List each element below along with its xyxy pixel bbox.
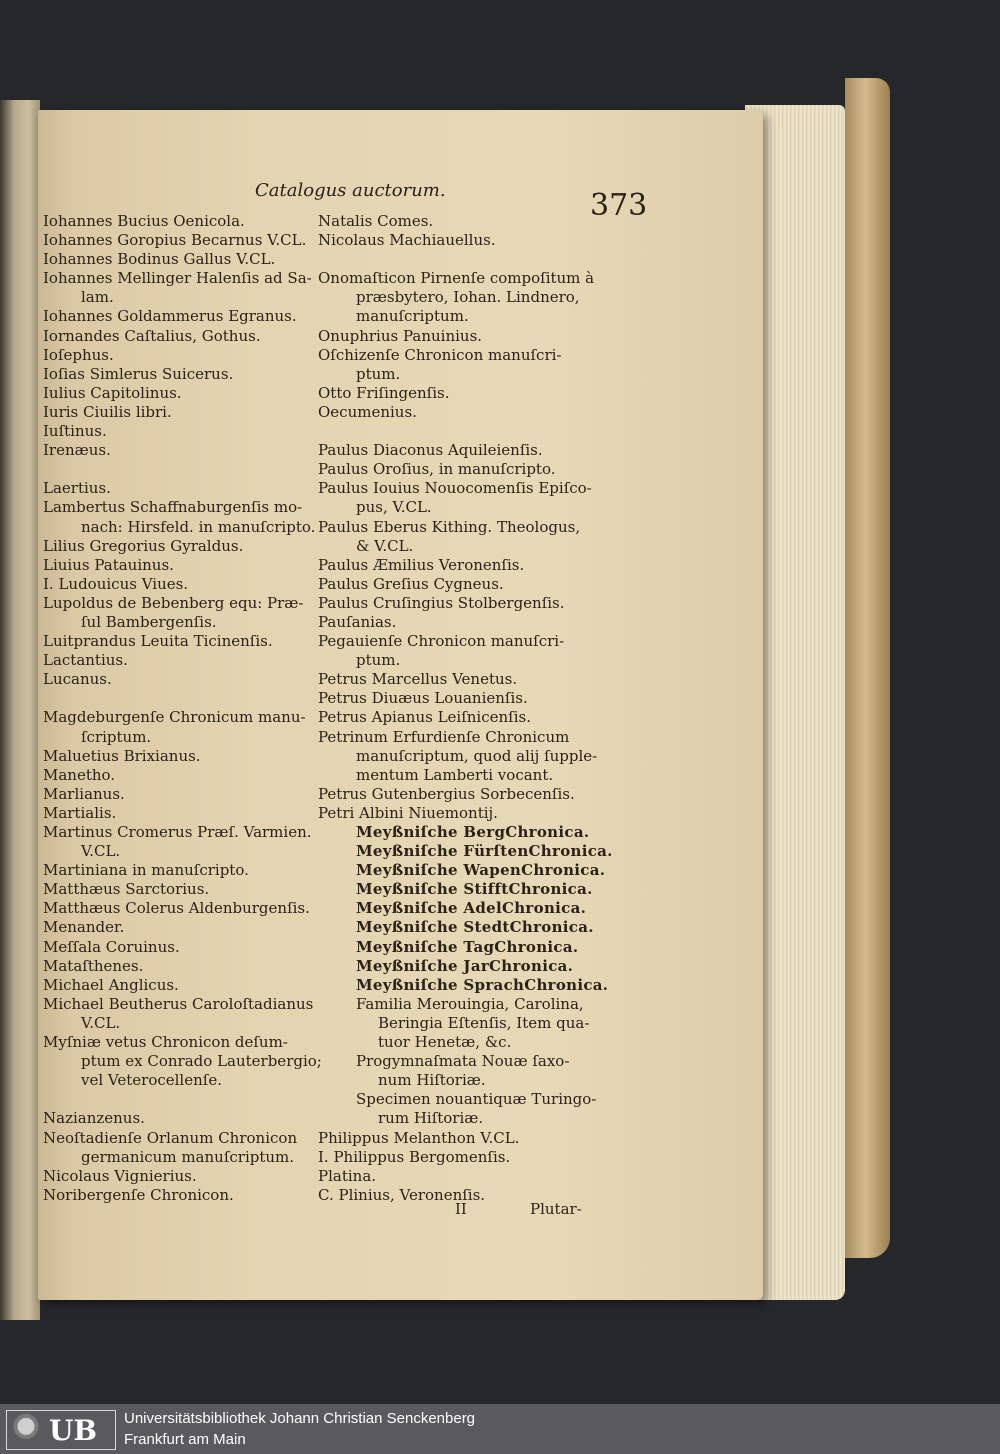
- catalog-entry: Petrus Apianus Leiſnicenſis.: [318, 708, 531, 727]
- catalog-entry: Meyßniſche StedtChronica.: [356, 918, 594, 937]
- catalog-entry: Martiniana in manuſcripto.: [43, 861, 249, 880]
- section-gap: [43, 689, 315, 708]
- catalog-entry: Neoſtadienſe Orlanum Chronicon: [43, 1128, 298, 1147]
- catalog-entry: Oecumenius.: [318, 402, 417, 421]
- catalog-entry: Petrus Marcellus Venetus.: [318, 670, 518, 689]
- section-gap: [318, 250, 598, 269]
- catalog-entry: Luitprandus Leuita Ticinenſis.: [43, 632, 273, 651]
- catalog-entry: ptum.: [356, 651, 401, 670]
- catalog-entry: Irenæus.: [43, 441, 111, 460]
- library-name-line2: Frankfurt am Main: [124, 1431, 246, 1448]
- catalog-entry: Natalis Comes.: [318, 212, 434, 230]
- catalog-entry: Martinus Cromerus Præſ. Varmien.: [43, 823, 312, 841]
- catalog-entry: Iohannes Goldammerus Egranus.: [43, 307, 297, 326]
- catalog-entry: pus, V.CL.: [356, 498, 432, 517]
- catalog-entry: Paulus Greſius Cygneus.: [318, 574, 504, 593]
- catalog-entry: I. Philippus Bergomenſis.: [318, 1147, 511, 1166]
- catalog-entry: V.CL.: [81, 1013, 121, 1032]
- library-banner: [0, 1404, 1000, 1454]
- catalog-entry: Lucanus.: [43, 670, 112, 689]
- catalog-entry: Progymnaſmata Nouæ ſaxo-: [356, 1052, 570, 1071]
- catalog-entry: Iornandes Caſtalius, Gothus.: [43, 326, 261, 345]
- portrait-icon: [9, 1412, 43, 1448]
- catalog-entry: Nicolaus Machiauellus.: [318, 231, 496, 250]
- catalog-entry: Meyßniſche FürſtenChronica.: [356, 842, 613, 861]
- library-name-line1: Universitätsbibliothek Johann Christian Senckenberg: [124, 1410, 476, 1427]
- library-name: [124, 1408, 475, 1450]
- catalog-entry: Meyßniſche SprachChronica.: [356, 975, 609, 994]
- catalog-entry: Paulus Iouius Nouocomenſis Epiſco-: [318, 479, 592, 498]
- catalog-entry: Marlianus.: [43, 784, 125, 803]
- catalog-entry: V.CL.: [81, 842, 121, 861]
- catalog-entry: Paulus Oroſius, in manuſcripto.: [318, 460, 556, 479]
- catalog-entry: rum Hiſtoriæ.: [378, 1109, 484, 1128]
- catalog-entry: mentum Lamberti vocant.: [356, 765, 554, 784]
- catalog-entry: num Hiſtoriæ.: [378, 1071, 486, 1090]
- catalog-entry: Nicolaus Vignierius.: [43, 1166, 197, 1185]
- section-gap: [43, 1090, 315, 1109]
- catalog-entry: Iohannes Bucius Oenicola.: [43, 212, 245, 230]
- catalog-entry: C. Plinius, Veronenſis.: [318, 1185, 486, 1204]
- catalog-entry: Iuſtinus.: [43, 422, 107, 441]
- catalog-entry: I. Ludouicus Viues.: [43, 574, 189, 593]
- catalog-entry: Pauſanias.: [318, 612, 397, 631]
- catalog-entry: Petri Albini Niuemontij.: [318, 803, 498, 822]
- catalog-entry: Onuphrius Panuinius.: [318, 326, 483, 345]
- catalog-entry: Meyßniſche AdelChronica.: [356, 899, 587, 918]
- catalog-entry: Myſniæ vetus Chronicon deſum-: [43, 1033, 288, 1052]
- running-title: Catalogus auctorum.: [255, 180, 446, 201]
- catalog-entry: Mataſthenes.: [43, 956, 144, 975]
- section-gap: [318, 422, 598, 441]
- catalog-entry: Magdeburgenſe Chronicum manu-: [43, 708, 306, 727]
- catalog-entry: ſul Bambergenſis.: [81, 612, 217, 631]
- catalog-entry: Martialis.: [43, 803, 117, 822]
- catalog-entry: Lilius Gregorius Gyraldus.: [43, 536, 244, 555]
- catalog-entry: Otto Friſingenſis.: [318, 383, 450, 402]
- catalog-entry: Iohannes Mellinger Halenſis ad Sa-: [43, 269, 312, 288]
- catchword: Plutar-: [530, 1200, 582, 1218]
- left-column: [43, 212, 322, 1205]
- right-column: [318, 212, 613, 1205]
- catalog-entry: Matthæus Colerus Aldenburgenſis.: [43, 899, 310, 918]
- catalog-entry: Iohannes Goropius Becarnus V.CL.: [43, 231, 307, 250]
- catalog-entry: & V.CL.: [356, 536, 414, 555]
- catalog-entry: Meyßniſche WapenChronica.: [356, 861, 606, 880]
- section-gap: [43, 460, 315, 479]
- catalog-entry: Paulus Æmilius Veronenſis.: [318, 555, 525, 574]
- catalog-entry: Onomaſticon Pirnenſe compoſitum à: [318, 269, 595, 288]
- catalog-entry: Iohannes Bodinus Gallus V.CL.: [43, 250, 276, 269]
- previous-page-edge: [0, 100, 40, 1320]
- catalog-entry: Meyßniſche JarChronica.: [356, 956, 574, 975]
- catalog-entry: ptum ex Conrado Lauterbergio;: [81, 1052, 322, 1071]
- catalog-entry: Lambertus Schaffnaburgenſis mo-: [43, 498, 303, 517]
- catalog-entry: Lupoldus de Bebenberg equ: Præ-: [43, 593, 304, 612]
- catalog-entry: Paulus Eberus Kithing. Theologus,: [318, 517, 581, 536]
- ub-logo-text: UB: [49, 1413, 98, 1447]
- catalog-entry: Meyßniſche BergChronica.: [356, 823, 590, 841]
- catalog-entry: Iuris Ciuilis libri.: [43, 402, 172, 421]
- catalog-entry: Pegauienſe Chronicon manuſcri-: [318, 632, 565, 651]
- catalog-entry: Paulus Diaconus Aquileienſis.: [318, 441, 543, 460]
- catalog-entry: vel Veterocellenſe.: [81, 1071, 222, 1090]
- catalog-entry: præsbytero, Iohan. Lindnero,: [356, 288, 580, 307]
- catalog-entry: Menander.: [43, 918, 125, 937]
- catalog-entry: Nazianzenus.: [43, 1109, 145, 1128]
- catalog-entry: Oſchizenſe Chronicon manuſcri-: [318, 345, 562, 364]
- signature-mark: II: [455, 1200, 467, 1218]
- catalog-entry: Maluetius Brixianus.: [43, 746, 201, 765]
- book-cover-edge: [845, 78, 890, 1258]
- catalog-entry: Ioſephus.: [43, 345, 114, 364]
- catalog-entry: Specimen nouantiquæ Turingo-: [356, 1090, 597, 1109]
- page-number: 373: [590, 188, 648, 223]
- catalog-entry: Lactantius.: [43, 651, 128, 670]
- catalog-entry: ptum.: [356, 364, 401, 383]
- catalog-entry: ſcriptum.: [81, 727, 152, 746]
- catalog-entry: Petrus Diuæus Louanienſis.: [318, 689, 528, 708]
- catalog-entry: Manetho.: [43, 765, 116, 784]
- ub-logo[interactable]: [6, 1410, 116, 1450]
- catalog-entry: Beringia Eſtenſis, Item qua-: [378, 1013, 590, 1032]
- catalog-entry: Platina.: [318, 1166, 377, 1185]
- catalog-entry: Petrus Gutenbergius Sorbecenſis.: [318, 784, 575, 803]
- catalog-entry: Iulius Capitolinus.: [43, 383, 182, 402]
- catalog-entry: Liuius Patauinus.: [43, 555, 174, 574]
- catalog-entry: nach: Hirsfeld. in manuſcripto.: [81, 517, 316, 536]
- catalog-entry: lam.: [81, 288, 114, 307]
- catalog-entry: tuor Henetæ, &c.: [378, 1033, 512, 1052]
- catalog-entry: Familia Merouingia, Carolina,: [356, 994, 584, 1013]
- catalog-entry: Matthæus Sarctorius.: [43, 880, 210, 899]
- catalog-entry: germanicum manuſcriptum.: [81, 1147, 295, 1166]
- catalog-entry: Philippus Melanthon V.CL.: [318, 1128, 520, 1147]
- catalog-entry: Ioſias Simlerus Suicerus.: [43, 364, 234, 383]
- catalog-entry: manuſcriptum, quod alij ſupple-: [356, 746, 598, 765]
- catalog-entry: Meſſala Coruinus.: [43, 937, 180, 956]
- catalog-entry: Petrinum Erfurdienſe Chronicum: [318, 727, 570, 746]
- catalog-entry: Noribergenſe Chronicon.: [43, 1185, 234, 1204]
- catalog-entry: Paulus Cruſingius Stolbergenſis.: [318, 593, 565, 612]
- catalog-entry: Meyßniſche StifftChronica.: [356, 880, 593, 899]
- catalog-entry: Michael Anglicus.: [43, 975, 179, 994]
- catalog-entry: Michael Beutherus Caroloſtadianus: [43, 994, 314, 1013]
- catalog-entry: Meyßniſche TagChronica.: [356, 937, 579, 956]
- catalog-entry: Laertius.: [43, 479, 111, 498]
- catalog-entry: manuſcriptum.: [356, 307, 469, 326]
